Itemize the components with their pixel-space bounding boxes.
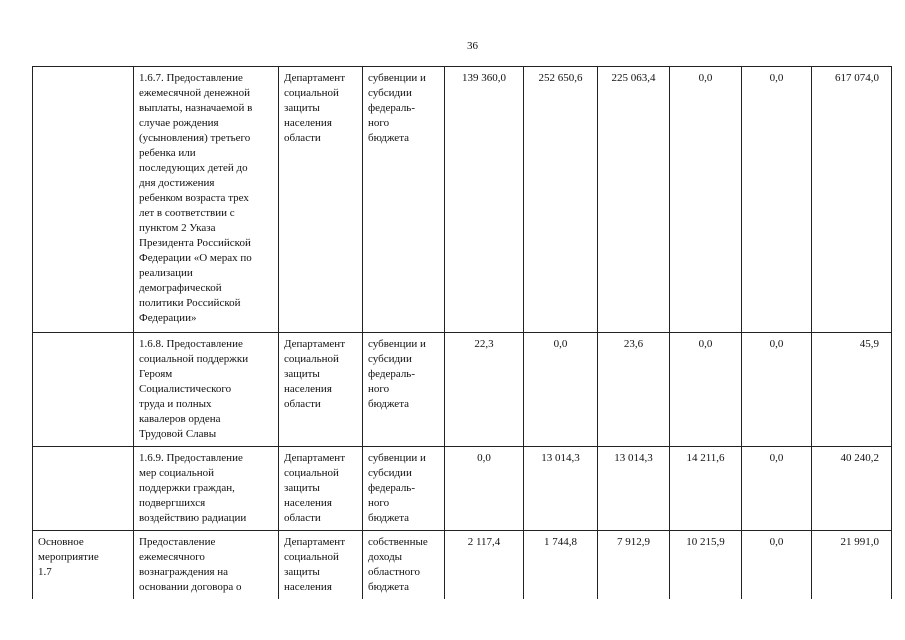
table-row [33, 447, 892, 531]
amount-cell: 0,0 [670, 67, 742, 333]
amount-cell: 10 215,9 [670, 531, 742, 600]
funding-source-cell: собственные доходы областного бюджета [363, 531, 445, 600]
total-cell: 40 240,2 [812, 447, 892, 531]
amount-cell: 13 014,3 [598, 447, 670, 531]
executor-cell: Департамент социальной защиты населения области [279, 333, 363, 447]
amount-cell: 225 063,4 [598, 67, 670, 333]
amount-cell: 7 912,9 [598, 531, 670, 600]
amount-cell: 0,0 [524, 333, 598, 447]
activity-cell: Основное мероприятие 1.7 [33, 531, 134, 600]
amount-cell: 23,6 [598, 333, 670, 447]
measure-title-cell: 1.6.8. Предоставление социальной поддержки Героям Социалистического труда и полных кавалеров ордена Трудовой Славы [134, 333, 279, 447]
amount-cell: 0,0 [742, 447, 812, 531]
table-row [33, 67, 892, 333]
activity-cell [33, 333, 134, 447]
executor-cell: Департамент социальной защиты населения области [279, 447, 363, 531]
measure-title-cell: Предоставление ежемесячного вознаграждения на основании договора о [134, 531, 279, 600]
funding-source-cell: субвенции и субсидии федераль- ного бюджета [363, 333, 445, 447]
amount-cell: 13 014,3 [524, 447, 598, 531]
measure-title-cell: 1.6.9. Предоставление мер социальной поддержки граждан, подвергшихся воздействию радиации [134, 447, 279, 531]
amount-cell: 0,0 [670, 333, 742, 447]
funding-source-cell: субвенции и субсидии федераль- ного бюджета [363, 67, 445, 333]
amount-cell: 0,0 [445, 447, 524, 531]
amount-cell: 14 211,6 [670, 447, 742, 531]
activity-cell [33, 67, 134, 333]
executor-cell: Департамент социальной защиты населения [279, 531, 363, 600]
amount-cell: 252 650,6 [524, 67, 598, 333]
amount-cell: 139 360,0 [445, 67, 524, 333]
amount-cell: 22,3 [445, 333, 524, 447]
amount-cell: 1 744,8 [524, 531, 598, 600]
measure-title-cell: 1.6.7. Предоставление ежемесячной денежной выплаты, назначаемой в случае рождения (усыновления) третьего ребенка или последующих детей до дня достижения ребенком возраста трех лет в соответствии с пунктом 2 Указа Президента Российской Федерации «О мерах по реализации демографической политики Российской Федерации» [134, 67, 279, 333]
total-cell: 45,9 [812, 333, 892, 447]
total-cell: 21 991,0 [812, 531, 892, 600]
budget-table [32, 66, 892, 599]
amount-cell: 0,0 [742, 333, 812, 447]
executor-cell: Департамент социальной защиты населения области [279, 67, 363, 333]
page-number: 36 [467, 40, 478, 52]
table-row [33, 531, 892, 600]
total-cell: 617 074,0 [812, 67, 892, 333]
activity-cell [33, 447, 134, 531]
funding-source-cell: субвенции и субсидии федераль- ного бюджета [363, 447, 445, 531]
amount-cell: 2 117,4 [445, 531, 524, 600]
table-row [33, 333, 892, 447]
amount-cell: 0,0 [742, 67, 812, 333]
amount-cell: 0,0 [742, 531, 812, 600]
